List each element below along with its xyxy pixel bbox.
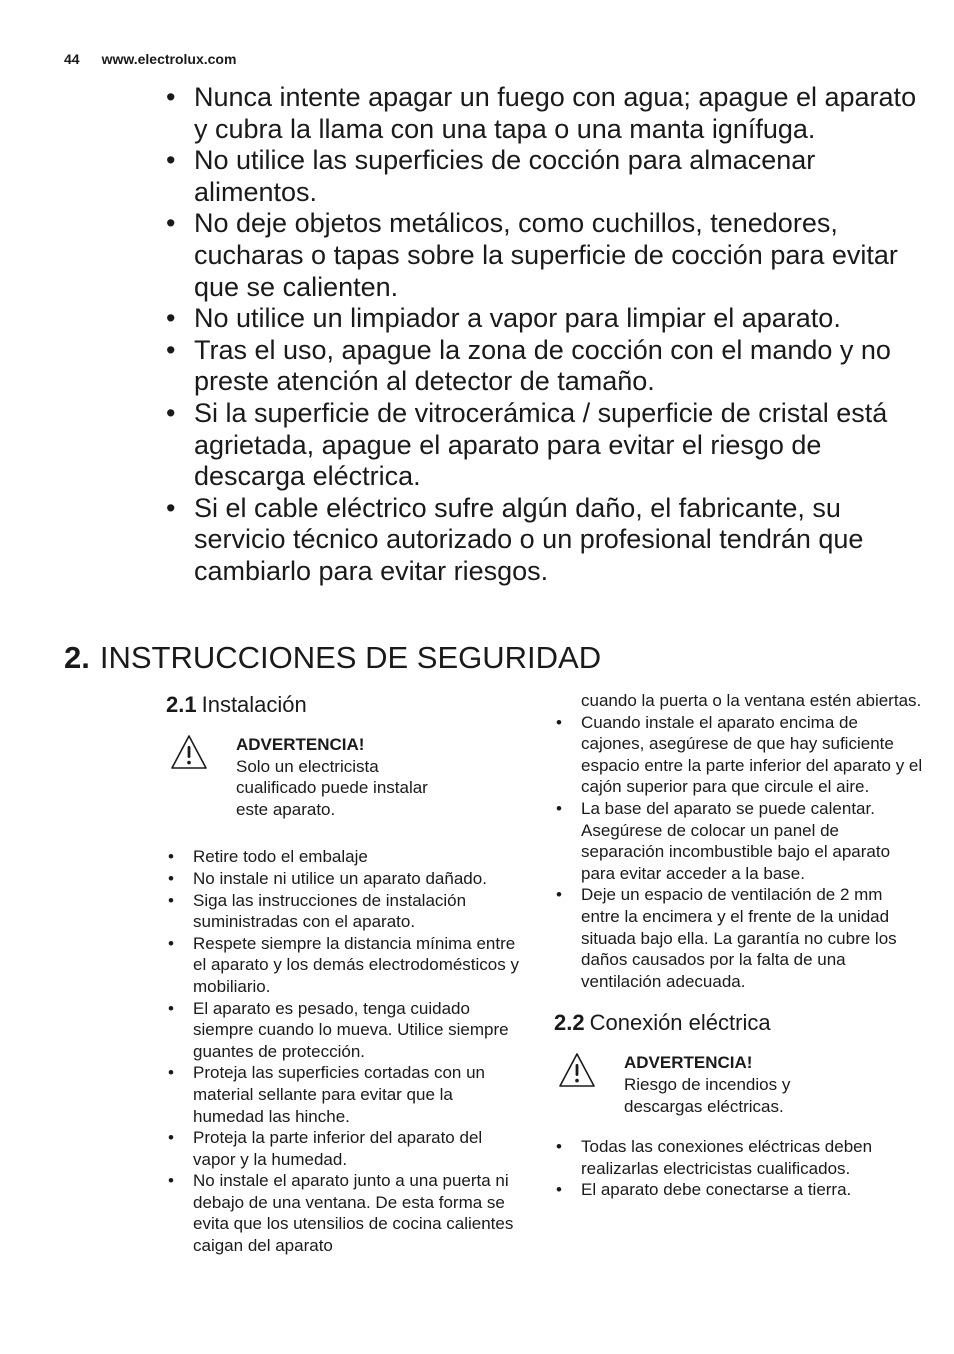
section-title-text: INSTRUCCIONES DE SEGURIDAD <box>99 640 602 675</box>
electrical-bullet-list <box>554 1136 924 1201</box>
list-item: • Tras el uso, apague la zona de cocción con el mando y no preste atención al detector de tamaño. <box>166 334 891 397</box>
page-number: 44 <box>64 51 80 67</box>
list-item: • El aparato debe conectarse a tierra. <box>556 1180 852 1200</box>
website-url: www.electrolux.com <box>101 51 237 67</box>
bullet-icon: • <box>168 868 174 888</box>
bullet-icon: • <box>166 145 176 176</box>
list-item: • Respete siempre la distancia mínima entre el aparato y los demás electrodomésticos y mobiliario. <box>168 933 519 996</box>
subsection-title-text: Instalación <box>201 692 307 717</box>
list-item: • El aparato es pesado, tenga cuidado siempre cuando lo mueva. Utilice siempre guantes de protección. <box>168 998 509 1061</box>
list-item: • No deje objetos metálicos, como cuchillos, tenedores, cucharas o tapas sobre la superficie de cocción para evitar que se calienten. <box>166 208 898 302</box>
list-item: • Siga las instrucciones de instalación suministradas con el aparato. <box>168 890 467 932</box>
warning-triangle-icon <box>170 734 208 776</box>
list-item: • Proteja las superficies cortadas con un material sellante para evitar que la humedad las hinche. <box>168 1063 485 1126</box>
right-column <box>554 690 924 1201</box>
left-column <box>166 690 526 1257</box>
installation-bullet-list-continued <box>554 712 924 993</box>
list-item: • Nunca intente apagar un fuego con agua; apague el aparato y cubra la llama con una tapa o una manta ignífuga. <box>166 82 917 144</box>
list-item: • Retire todo el embalaje <box>168 847 368 867</box>
bullet-icon: • <box>166 492 176 523</box>
bullet-icon: • <box>168 998 174 1018</box>
warning-text: Riesgo de incendios y descargas eléctricas. <box>624 1074 791 1116</box>
list-item: • No instale ni utilice un aparato dañado. <box>168 868 487 888</box>
bullet-icon: • <box>168 1063 174 1083</box>
subsection-title-text: Conexión eléctrica <box>589 1010 771 1036</box>
bullet-icon: • <box>168 1171 174 1191</box>
subsection-number: 2.2 <box>554 1010 585 1036</box>
bullet-icon: • <box>166 82 176 112</box>
list-item: • Cuando instale el aparato encima de cajones, asegúrese de que hay suficiente espacio entre la parte inferior del aparato y el cajón superior para que circule el aire. <box>556 712 923 797</box>
bullet-icon: • <box>166 208 176 239</box>
list-item: • Proteja la parte inferior del aparato del vapor y la humedad. <box>168 1128 483 1169</box>
list-item: • No utilice las superficies de cocción para almacenar alimentos. <box>166 145 816 207</box>
list-item: • No instale el aparato junto a una puerta ni debajo de una ventana. De esta forma se evita que los utensilios de cocina calientes caigan del aparato <box>168 1171 514 1256</box>
bullet-icon: • <box>556 885 562 905</box>
bullet-icon: • <box>556 798 562 818</box>
bullet-icon: • <box>168 933 174 953</box>
warning-box <box>166 734 526 820</box>
bullet-icon: • <box>168 890 174 910</box>
list-item: • Si el cable eléctrico sufre algún daño, el fabricante, su servicio técnico autorizado o un profesional tendrán que cambiarlo para evitar riesgos. <box>166 492 864 586</box>
subsection-number: 2.1 <box>166 692 197 717</box>
section-number: 2. <box>64 640 90 675</box>
subsection-title-electrical <box>554 1008 924 1038</box>
list-item: • Deje un espacio de ventilación de 2 mm entre la encimera y el frente de la unidad situada bajo ella. La garantía no cubre los daños causados por la falta de una ventilación adecuada. <box>556 885 897 991</box>
bullet-icon: • <box>166 303 176 334</box>
list-item: • Si la superficie de vitrocerámica / superficie de cristal está agrietada, apague el aparato para evitar el riesgo de descarga eléctrica. <box>166 397 888 492</box>
bullet-icon: • <box>556 1137 562 1157</box>
bullet-icon: • <box>168 847 174 867</box>
page-header <box>64 51 236 67</box>
list-item: • La base del aparato se puede calentar. Asegúrese de colocar un panel de separación incombustible bajo el aparato para evitar acceder a la base. <box>556 798 891 883</box>
installation-bullet-list <box>166 846 526 1256</box>
warning-triangle-icon <box>558 1052 596 1094</box>
bullet-icon: • <box>168 1128 174 1148</box>
warning-title: ADVERTENCIA! <box>236 735 365 754</box>
bullet-icon: • <box>556 1180 562 1200</box>
bullet-icon: • <box>166 334 176 365</box>
warning-text: Solo un electricista cualificado puede instalar este aparato. <box>236 756 428 819</box>
list-item: • No utilice un limpiador a vapor para limpiar el aparato. <box>166 303 841 334</box>
section-title <box>64 640 601 676</box>
bullet-icon: • <box>166 397 176 428</box>
warning-title: ADVERTENCIA! <box>624 1053 753 1073</box>
warning-box <box>554 1052 924 1117</box>
list-item: • Todas las conexiones eléctricas deben realizarlas electricistas cualificados. <box>556 1137 873 1178</box>
continued-text: cuando la puerta o la ventana estén abiertas. <box>581 691 922 710</box>
top-bullet-list <box>166 82 918 588</box>
bullet-icon: • <box>556 712 562 732</box>
subsection-title-installation <box>166 690 526 720</box>
